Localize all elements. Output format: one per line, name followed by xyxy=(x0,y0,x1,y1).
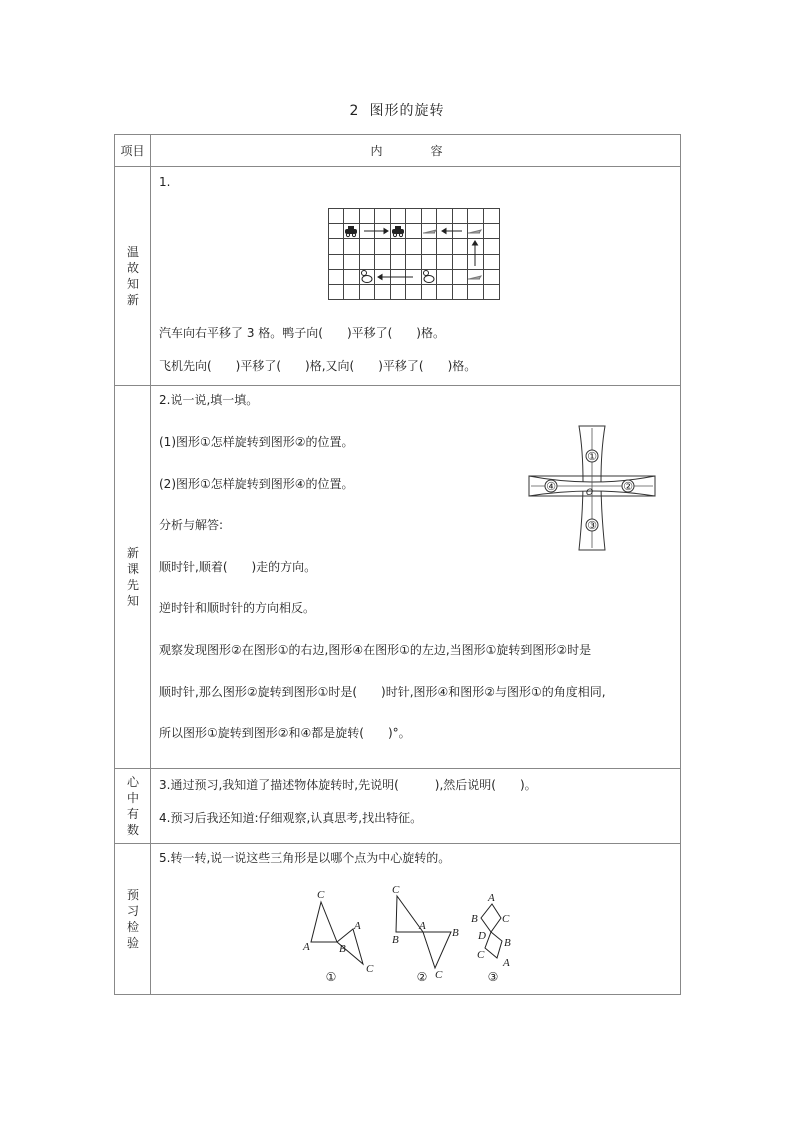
airplane-icon xyxy=(468,276,481,279)
triangle-figures xyxy=(301,884,541,984)
row-label: 预 习 检 验 xyxy=(126,888,139,950)
row-label: 心 中 有 数 xyxy=(126,775,139,837)
svg-text:B: B xyxy=(452,927,459,939)
header-content: 内 容 xyxy=(151,135,681,167)
section-number: 2 xyxy=(349,103,360,119)
row-label: 新 课 先 知 xyxy=(126,546,139,608)
svg-text:D: D xyxy=(478,930,486,942)
question-2-part-1: (1)图形①怎样旋转到图形②的位置。 xyxy=(159,435,354,449)
page-title xyxy=(0,100,794,120)
svg-text:C: C xyxy=(435,969,443,981)
question-5: 5.转一转,说一说这些三角形是以哪个点为中心旋转的。 xyxy=(159,851,451,865)
question-2-title: 2.说一说,填一填。 xyxy=(159,393,259,407)
figure-label: ① xyxy=(325,970,337,984)
header-row xyxy=(115,135,681,167)
center-label: O xyxy=(586,488,594,498)
row-summary xyxy=(115,769,681,844)
svg-text:B: B xyxy=(504,937,511,949)
row-label: 温 故 知 新 xyxy=(126,245,139,307)
duck-icon xyxy=(424,271,435,283)
question-1-line-1: 汽车向右平移了 3 格。鸭子向( )平移了( )格。 xyxy=(159,326,445,340)
svg-text:B: B xyxy=(339,943,346,955)
figure-label: ② xyxy=(416,970,428,984)
question-1-line-2: 飞机先向( )平移了( )格,又向( )平移了( )格。 xyxy=(159,359,477,373)
figure-label: ③ xyxy=(487,970,499,984)
duck-icon xyxy=(362,271,373,283)
analysis-line-2: 逆时针和顺时针的方向相反。 xyxy=(159,601,316,615)
analysis-line-3: 观察发现图形②在图形①的右边,图形④在图形①的左边,当图形①旋转到图形②时是 xyxy=(159,643,592,657)
car-icon xyxy=(392,226,404,237)
section-title: 图形的旋转 xyxy=(369,103,445,119)
car-icon xyxy=(345,226,357,237)
svg-text:A: A xyxy=(303,941,310,953)
shape-label: ② xyxy=(623,480,633,493)
svg-text:C: C xyxy=(392,884,400,896)
svg-text:C: C xyxy=(502,913,510,925)
analysis-line-1: 顺时针,顺着( )走的方向。 xyxy=(159,560,317,574)
row-preview xyxy=(115,386,681,769)
airplane-icon xyxy=(423,230,436,233)
arrow-up-icon xyxy=(473,241,478,266)
analysis-heading: 分析与解答: xyxy=(159,518,224,532)
svg-text:A: A xyxy=(354,920,361,932)
svg-text:C: C xyxy=(366,963,374,975)
arrow-right-icon xyxy=(364,229,388,234)
svg-text:C: C xyxy=(477,949,485,961)
analysis-line-5: 所以图形①旋转到图形②和④都是旋转( )°。 xyxy=(159,726,411,740)
translation-grid xyxy=(328,208,500,301)
analysis-line-4: 顺时针,那么图形②旋转到图形①时是( )时针,图形④和图形②与图形①的角度相同, xyxy=(159,685,606,699)
question-2-part-2: (2)图形①怎样旋转到图形④的位置。 xyxy=(159,477,354,491)
svg-text:A: A xyxy=(503,957,510,969)
question-3: 3.通过预习,我知道了描述物体旋转时,先说明( ),然后说明( )。 xyxy=(159,778,537,792)
cross-rotation-figure xyxy=(527,424,659,554)
question-1-number: 1. xyxy=(159,175,171,189)
svg-text:B: B xyxy=(392,934,399,946)
airplane-icon xyxy=(468,230,481,233)
svg-text:A: A xyxy=(488,892,495,904)
shape-label: ① xyxy=(587,450,597,463)
svg-text:A: A xyxy=(419,920,426,932)
row-check xyxy=(115,844,681,995)
svg-text:B: B xyxy=(471,913,478,925)
header-item: 项目 xyxy=(115,135,151,167)
lesson-table xyxy=(114,134,681,995)
shape-label: ③ xyxy=(587,519,597,532)
svg-text:C: C xyxy=(317,889,325,901)
row-review xyxy=(115,167,681,386)
question-4: 4.预习后我还知道:仔细观察,认真思考,找出特征。 xyxy=(159,811,423,825)
shape-label: ④ xyxy=(546,480,556,493)
arrow-left-icon xyxy=(378,275,413,280)
